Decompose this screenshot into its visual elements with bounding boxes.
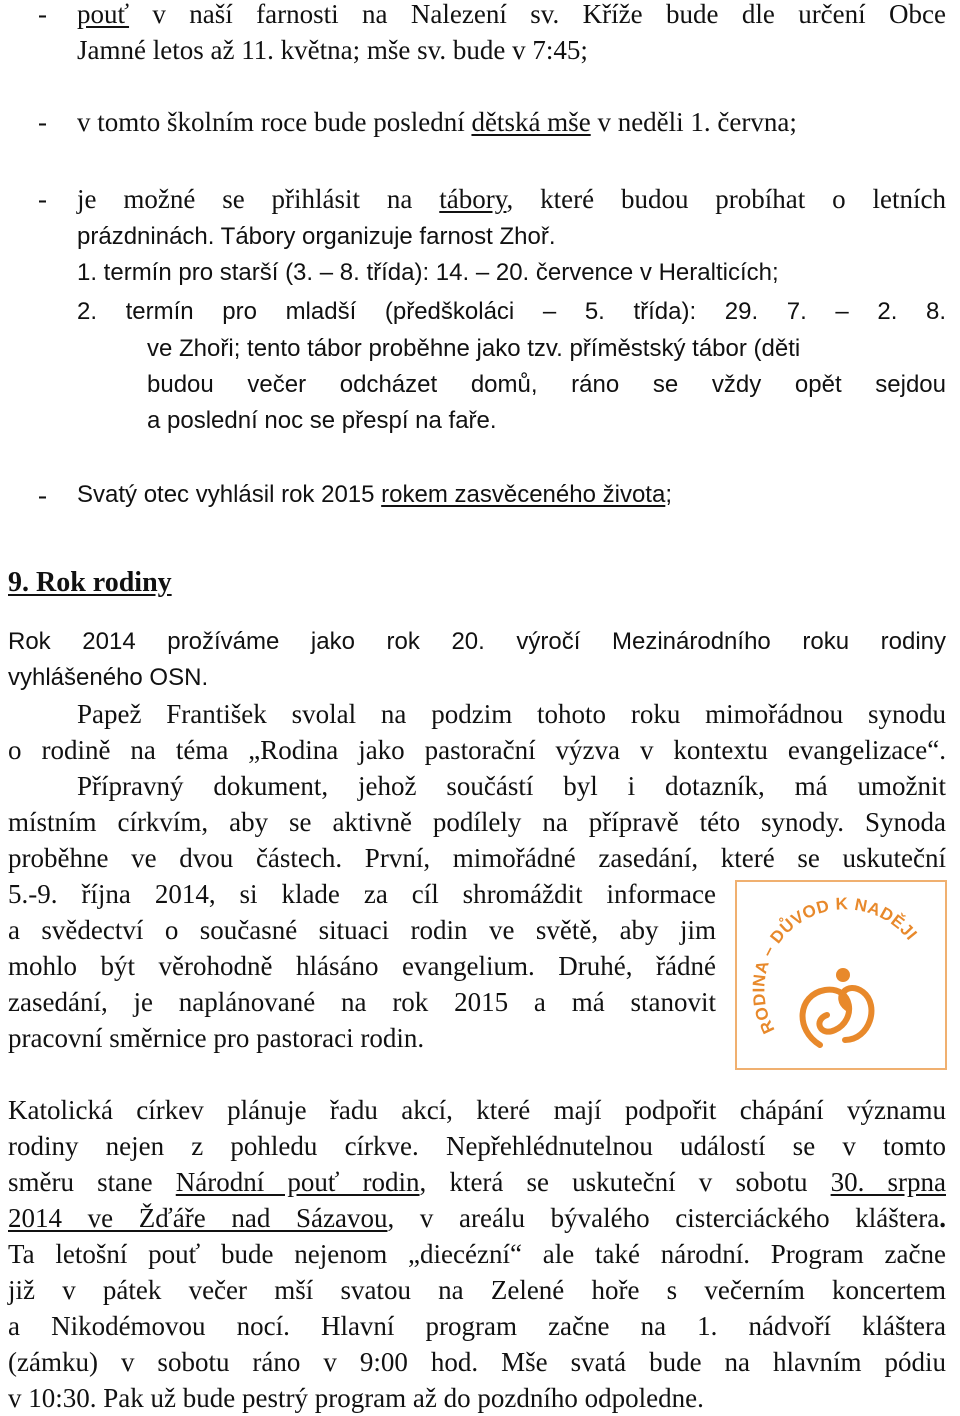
para1-line: 5.-9. října 2014, si klade za cíl shromáždit informace <box>8 879 716 909</box>
detska-mse-link[interactable]: dětská mše <box>471 107 591 137</box>
text-run: , v areálu bývalého cisterciáckého kláštera <box>387 1203 940 1233</box>
text-run: v naší farnosti na Nalezení sv. Kříže bude dle určení Obce <box>129 0 946 29</box>
date-link[interactable]: 30. srpna <box>830 1167 946 1197</box>
para2-line <box>8 1164 946 1200</box>
tabory-link[interactable]: tábory <box>439 184 507 214</box>
bullet-2-line-1 <box>77 104 946 140</box>
para1-line: o rodině na téma „Rodina jako pastorační výzva v kontextu evangelizace“. <box>8 735 946 765</box>
text-run: směru stane <box>8 1167 176 1197</box>
camp-term-2-cont <box>147 331 946 367</box>
rodina-logo-graphic <box>735 880 947 1070</box>
text-run: , které budou probíhat o letních <box>506 184 946 214</box>
para2-line: v 10:30. Pak už bude pestrý program až do pozdního odpoledne. <box>8 1383 704 1413</box>
para1-line: proběhne ve dvou částech. První, mimořádné zasedání, které se uskuteční <box>8 843 946 873</box>
text-run: ; <box>665 481 672 508</box>
para1-line: Papež František svolal na podzim tohoto roku mimořádnou synodu <box>77 699 946 729</box>
bullet-dash: - <box>38 184 47 214</box>
rodina-logo <box>735 880 947 1070</box>
para2-line <box>8 1200 946 1236</box>
section-title: Rok rodiny <box>36 567 172 598</box>
section-heading <box>8 565 946 601</box>
para1-line: Přípravný dokument, jehož součástí byl i dotazník, má umožnit <box>77 771 946 801</box>
bullet-3-line-2: prázdninách. Tábory organizuje farnost Zhoř. <box>77 223 556 250</box>
section-number: 9. <box>8 567 29 598</box>
para2-line: (zámku) v sobotu ráno v 9:00 hod. Mše svatá bude na hlavním pódiu <box>8 1347 946 1377</box>
para2-line: Ta letošní pouť bude nejenom „diecézní“ ale také národní. Program začne <box>8 1239 946 1269</box>
para1-line: vyhlášeného OSN. <box>8 664 209 691</box>
narodni-pout-link[interactable]: Národní pouť rodin <box>175 1167 420 1197</box>
para2-line: a Nikodémovou nocí. Hlavní program začne na 1. nádvoří kláštera <box>8 1311 946 1341</box>
camp-term-1: 1. termín pro starší (3. – 8. třída): 14. – 20. července v Heralticích; <box>77 259 779 286</box>
para1-line: a svědectví o současné situaci rodin ve světě, aby jim <box>8 915 716 945</box>
bullet-1-line-1 <box>77 0 946 32</box>
zasveceny-zivot-link[interactable]: rokem zasvěceného života <box>381 481 666 508</box>
bullet-3-line-1 <box>77 181 946 217</box>
svg-text:RODINA – DŮVOD K NADĚJI: RODINA – DŮVOD K NADĚJI <box>749 894 921 1037</box>
text-run: v tomto školním roce bude poslední <box>77 107 472 137</box>
text-run: ve Zhoři; tento tábor proběhne jako tzv. příměstský tábor (děti <box>147 335 801 362</box>
text-run: . <box>939 1203 947 1233</box>
para2-line: Katolická církev plánuje řadu akcí, které mají podpořit chápání významu <box>8 1095 946 1125</box>
para1-line: pracovní směrnice pro pastoraci rodin. <box>8 1023 425 1053</box>
bullet-dash: - <box>38 480 47 510</box>
text-run: , která se uskuteční v sobotu <box>419 1167 831 1197</box>
camp-term-2: 2. termín pro mladší (předškoláci – 5. třída): 29. 7. – 2. 8. <box>77 298 946 325</box>
bullet-dash: - <box>38 0 47 29</box>
para1-line: mohlo být věrohodně hlásáno evangelium. Druhé, řádné <box>8 951 716 981</box>
place-link[interactable]: 2014 ve Žďáře nad Sázavou <box>8 1203 388 1233</box>
para1-line: zasedání, je naplánované na rok 2015 a má stanovit <box>8 987 716 1017</box>
para2-line: rodiny nejen z pohledu církve. Nepřehlédnutelnou událostí se v tomto <box>8 1131 946 1161</box>
para2-line: již v pátek večer mší svatou na Zelené hoře s večerním koncertem <box>8 1275 946 1305</box>
text-run: v neděli 1. června; <box>590 107 797 137</box>
camp-term-2-cont-2: budou večer odcházet domů, ráno se vždy opět sejdou <box>147 371 946 398</box>
para1-line: Rok 2014 prožíváme jako rok 20. výročí Mezinárodního roku rodiny <box>8 628 946 655</box>
bullet-1-line-2: Jamné letos až 11. května; mše sv. bude v 7:45; <box>77 35 588 65</box>
pout-link[interactable]: pouť <box>77 0 130 29</box>
text-run: je možné se přihlásit na <box>77 184 440 214</box>
text-run: Svatý otec vyhlásil rok 2015 <box>77 481 382 508</box>
para1-line: místním církvím, aby se aktivně podílely na přípravě této synody. Synoda <box>8 807 946 837</box>
bullet-dash: - <box>38 107 47 137</box>
bullet-4-line <box>77 477 946 513</box>
camp-term-2-cont-3: a poslední noc se přespí na faře. <box>147 407 497 434</box>
